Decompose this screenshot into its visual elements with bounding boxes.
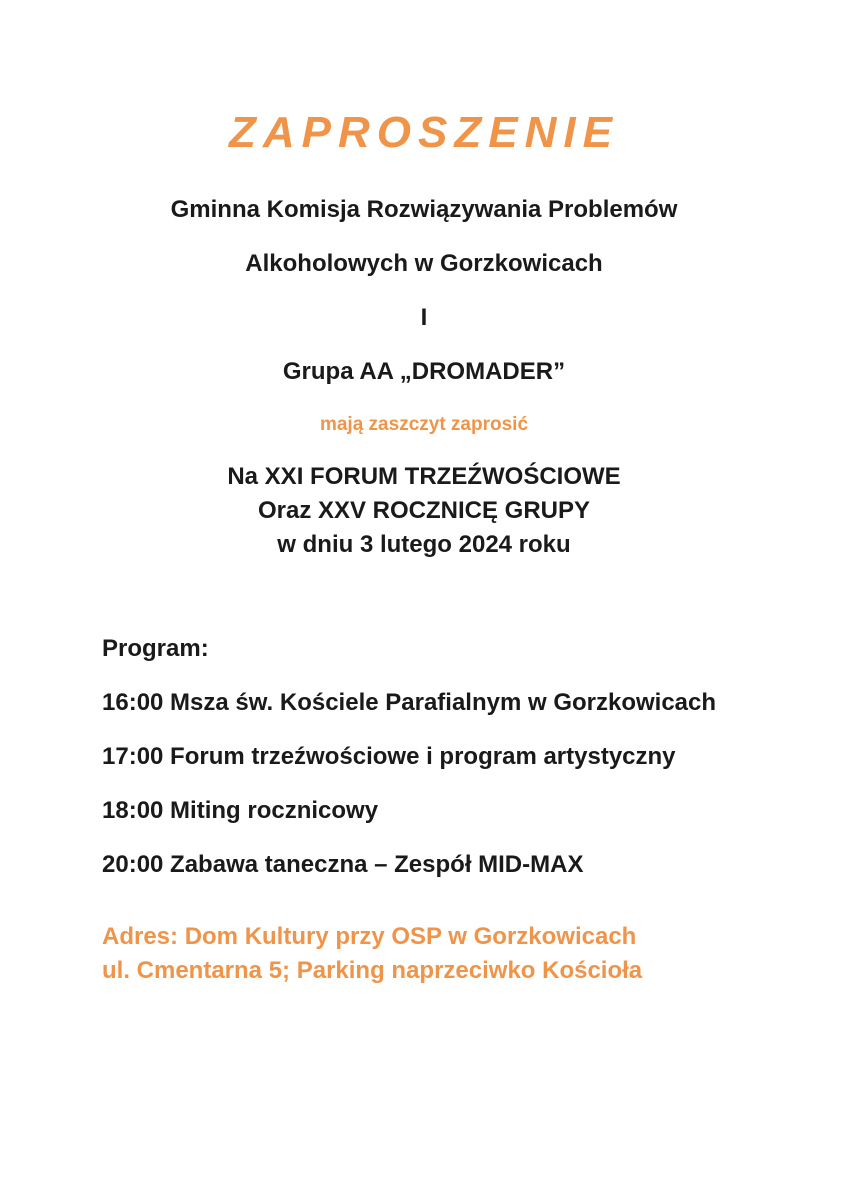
- organizer-line-1: Gminna Komisja Rozwiązywania Problemów: [170, 196, 678, 223]
- program-item: 20:00 Zabawa taneczna – Zespół MID-MAX: [102, 851, 584, 878]
- program-item: 18:00 Miting rocznicowy: [102, 797, 379, 824]
- program-section: [102, 634, 802, 904]
- organizer-line-2: Alkoholowych w Gorzkowicach: [245, 250, 603, 277]
- address-section: [102, 920, 802, 988]
- program-item: 17:00 Forum trzeźwościowe i program artystyczny: [102, 743, 676, 770]
- program-heading: Program:: [102, 635, 209, 662]
- page-title: ZAPROSZENIE: [229, 108, 619, 157]
- address-line-1: Adres: Dom Kultury przy OSP w Gorzkowicach: [102, 923, 637, 950]
- program-item: 16:00 Msza św. Kościele Parafialnym w Gorzkowicach: [102, 689, 717, 716]
- organizer-group: Grupa AA „DROMADER”: [282, 358, 566, 385]
- event-details: [0, 460, 848, 562]
- organizer-conjunction: I: [420, 304, 428, 331]
- invite-phrase: mają zaszczyt zaprosić: [319, 414, 529, 435]
- event-line-anniversary: Oraz XXV ROCZNICĘ GRUPY: [257, 497, 591, 524]
- event-line-forum: Na XXI FORUM TRZEŹWOŚCIOWE: [227, 463, 621, 490]
- event-line-date: w dniu 3 lutego 2024 roku: [277, 531, 571, 558]
- address-line-2: ul. Cmentarna 5; Parking naprzeciwko Kościoła: [102, 957, 643, 984]
